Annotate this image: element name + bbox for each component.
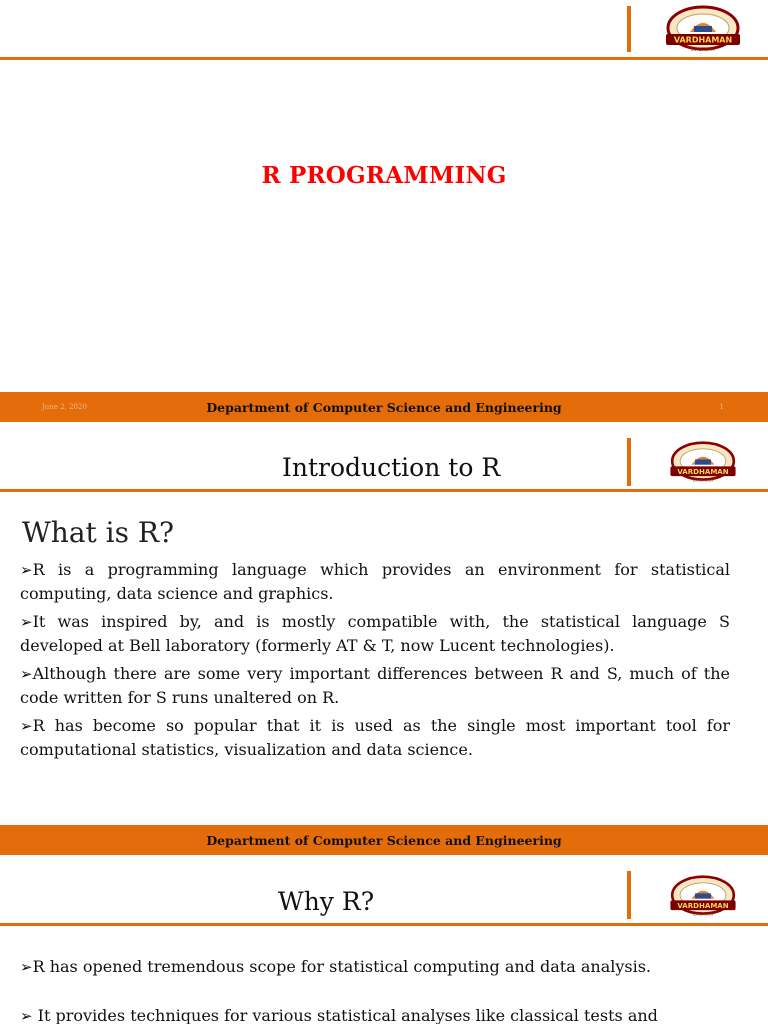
header-divider bbox=[627, 438, 631, 486]
footer-date: June 2, 2020 bbox=[42, 403, 87, 411]
section-heading: What is R? bbox=[22, 516, 174, 549]
footer-department: Department of Computer Science and Engineering bbox=[206, 399, 562, 415]
header-divider bbox=[627, 6, 631, 52]
arrow-bullet-icon: ➢ bbox=[20, 613, 33, 631]
footer-slide-number: 1 bbox=[719, 403, 724, 411]
arrow-bullet-icon: ➢ bbox=[20, 1007, 33, 1024]
svg-text:ESTD: 1999: ESTD: 1999 bbox=[691, 47, 715, 52]
college-logo bbox=[662, 874, 744, 922]
list-item: ➢ It provides techniques for various statistical analyses like classical tests and bbox=[20, 1006, 658, 1024]
svg-text:ESTD: 1999: ESTD: 1999 bbox=[692, 478, 714, 483]
list-item: ➢It was inspired by, and is mostly compatible with, the statistical language S developed at Bell laboratory (formerly AT & T, now Lucent technologies). bbox=[20, 612, 730, 655]
svg-text:ESTD: 1999: ESTD: 1999 bbox=[692, 912, 714, 917]
header-divider bbox=[627, 871, 631, 919]
slide-1 bbox=[0, 0, 768, 422]
slide-footer bbox=[0, 825, 768, 855]
presentation-title: R PROGRAMMING bbox=[261, 162, 507, 189]
footer-department: Department of Computer Science and Engineering bbox=[206, 832, 562, 848]
list-item: ➢R has become so popular that it is used as the single most important tool for computational statistics, visualization and data science. bbox=[20, 716, 730, 759]
arrow-bullet-icon: ➢ bbox=[20, 665, 33, 683]
slide-title: Why R? bbox=[278, 887, 375, 916]
header-underline bbox=[0, 57, 768, 60]
svg-text:VARDHAMAN: VARDHAMAN bbox=[677, 900, 729, 910]
svg-text:VARDHAMAN: VARDHAMAN bbox=[673, 35, 733, 45]
list-item: ➢R has opened tremendous scope for statistical computing and data analysis. bbox=[20, 957, 652, 976]
list-item: ➢R is a programming language which provides an environment for statistical computing, data science and graphics. bbox=[20, 560, 730, 603]
bullet-list bbox=[20, 955, 740, 1024]
arrow-bullet-icon: ➢ bbox=[20, 717, 33, 735]
list-item: ➢Although there are some very important differences between R and S, much of the code written for S runs unaltered on R. bbox=[20, 664, 730, 707]
bullet-list bbox=[20, 558, 730, 766]
header-underline bbox=[0, 923, 768, 926]
svg-text:VARDHAMAN: VARDHAMAN bbox=[677, 466, 729, 476]
college-logo bbox=[660, 4, 746, 58]
arrow-bullet-icon: ➢ bbox=[20, 561, 33, 579]
slide-2 bbox=[0, 422, 768, 855]
slide-title: Introduction to R bbox=[282, 453, 501, 482]
slide-3 bbox=[0, 855, 768, 1024]
slide-footer bbox=[0, 392, 768, 422]
college-logo bbox=[662, 440, 744, 488]
arrow-bullet-icon: ➢ bbox=[20, 958, 33, 976]
header-underline bbox=[0, 489, 768, 492]
